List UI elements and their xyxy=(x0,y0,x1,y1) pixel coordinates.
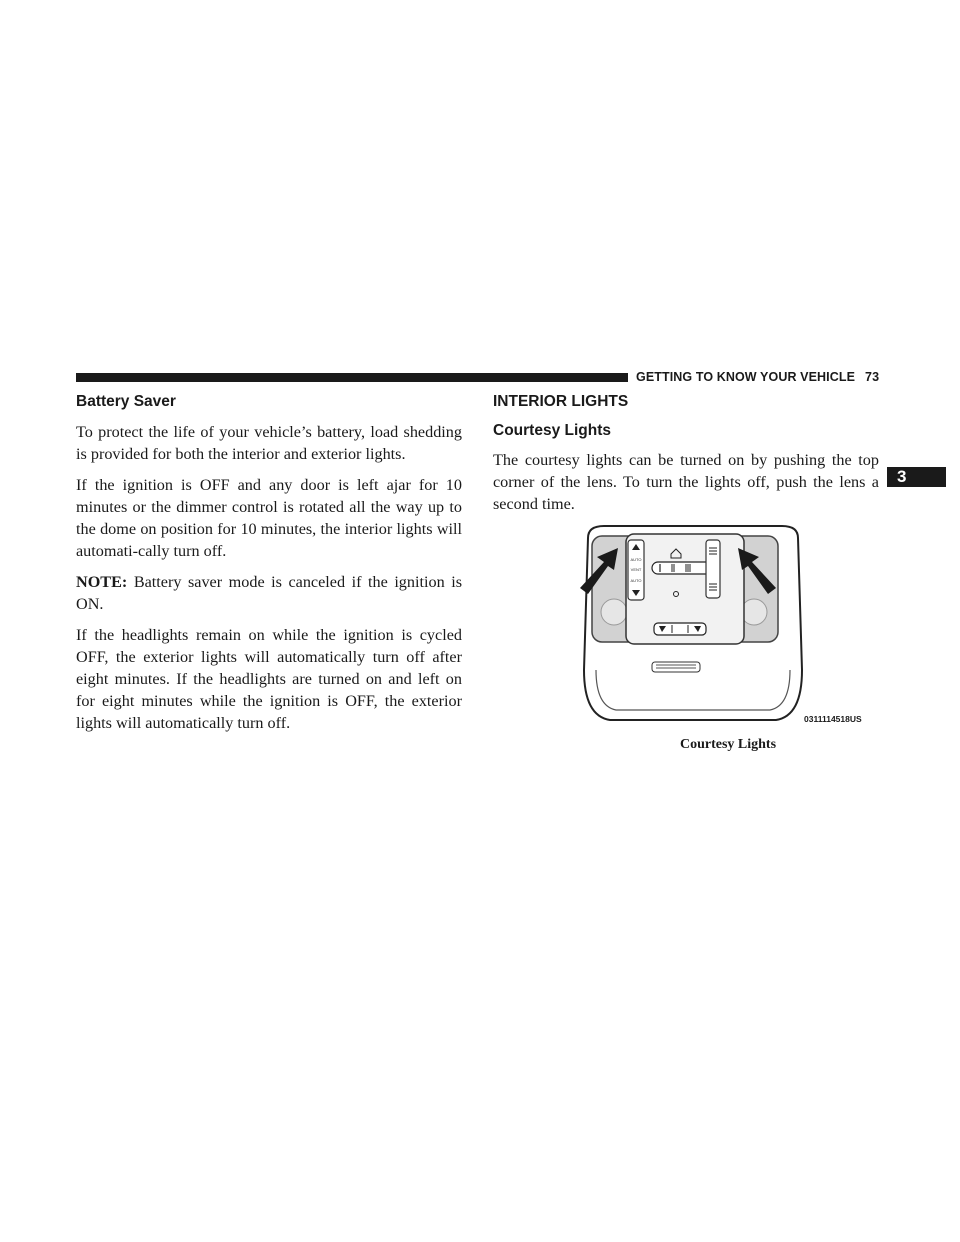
auto-label-top: AUTO xyxy=(630,557,642,562)
vent-label: VENT xyxy=(630,567,642,572)
page-number: 73 xyxy=(865,370,880,384)
note-label: NOTE: xyxy=(76,573,128,591)
auto-label-bottom: AUTO xyxy=(630,578,642,583)
section-title: GETTING TO KNOW YOUR VEHICLE xyxy=(636,370,856,384)
battery-saver-paragraph-1: To protect the life of your vehicle’s battery, load shedding is provided for both the interior and exterior lights. xyxy=(76,423,462,463)
figure-caption: Courtesy Lights xyxy=(679,737,777,752)
right-column xyxy=(493,392,879,524)
courtesy-lights-illustration xyxy=(576,520,880,730)
battery-saver-paragraph-3: If the headlights remain on while the ignition is cycled OFF, the exterior lights will automatically turn off after eight minutes. If the headlights are turned on and left on for eight minutes while the ignition is OFF, the exterior lights will automatically turn off. xyxy=(76,626,462,732)
battery-saver-paragraph-2: If the ignition is OFF and any door is left ajar for 10 minutes or the dimmer control is rotated all the way up to the dome on position for 10 minutes, the interior lights will automati-cally turn off. xyxy=(76,476,462,560)
battery-saver-heading: Battery Saver xyxy=(76,393,176,410)
note-paragraph xyxy=(76,571,462,615)
figure-code: 0311114518US xyxy=(804,714,862,724)
header-rule xyxy=(76,373,628,382)
courtesy-lights-paragraph: The courtesy lights can be turned on by pushing the top corner of the lens. To turn the lights off, push the lens a second time. xyxy=(493,451,879,513)
chapter-tab: 3 xyxy=(887,467,946,487)
left-column xyxy=(76,392,462,743)
running-header xyxy=(636,370,880,384)
courtesy-lights-heading: Courtesy Lights xyxy=(493,422,611,439)
interior-lights-heading: INTERIOR LIGHTS xyxy=(493,393,629,410)
note-text: Battery saver mode is canceled if the ignition is ON. xyxy=(76,573,463,613)
